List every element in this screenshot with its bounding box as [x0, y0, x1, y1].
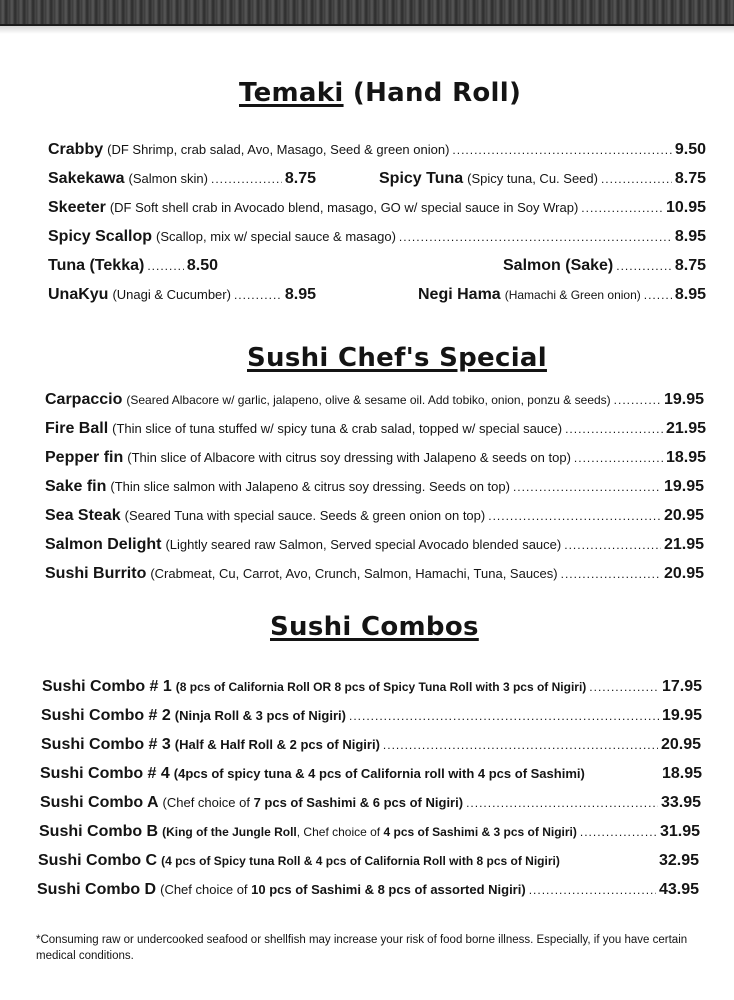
item-description: (8 pcs of California Roll OR 8 pcs of Spicy Tuna Roll with 3 pcs of Nigiri) — [175, 680, 587, 694]
item-description — [158, 826, 577, 840]
item-name: Carpaccio — [45, 391, 123, 408]
item-description: (Thin slice salmon with Jalapeno & citrus soy dressing. Seeds on top) — [110, 479, 510, 494]
item-description: (4 pcs of Spicy tuna Roll & 4 pcs of California Roll with 8 pcs of Nigiri) — [161, 854, 560, 868]
dot-leader — [644, 289, 672, 303]
item-price: 8.50 — [186, 257, 218, 274]
item-price: 8.75 — [674, 170, 706, 187]
item-description: (Seared Tuna with special sauce. Seeds & green onion on top) — [124, 508, 486, 523]
item-price: 17.95 — [661, 678, 702, 695]
menu-item-crabby — [48, 141, 706, 159]
menu-item-spicy-scallop — [48, 228, 706, 246]
menu-item-fire-ball — [45, 420, 706, 438]
dot-leader — [580, 826, 657, 840]
dot-leader — [565, 423, 663, 437]
dot-leader — [581, 202, 663, 216]
item-description: (Crabmeat, Cu, Carrot, Avo, Crunch, Salmon, Hamachi, Tuna, Sauces) — [150, 566, 558, 581]
item-description — [156, 883, 526, 898]
combos-heading — [270, 613, 479, 642]
item-name: Sushi Combo # 3 — [41, 736, 171, 753]
item-price: 8.75 — [284, 170, 316, 187]
menu-item-skeeter — [48, 199, 706, 217]
item-name: Sushi Combo D — [37, 881, 157, 898]
item-name: Sushi Combo B — [39, 823, 159, 840]
menu-item-combo-a — [40, 794, 701, 812]
item-description: (Lightly seared raw Salmon, Served special Avocado blended sauce) — [165, 537, 562, 552]
description-plain: (Chef choice of — [160, 882, 252, 897]
menu-item-tuna-tekka — [48, 257, 218, 275]
item-price: 21.95 — [663, 536, 704, 553]
item-price: 20.95 — [663, 565, 704, 582]
item-description: (Salmon skin) — [128, 171, 208, 186]
item-name: Tuna (Tekka) — [48, 257, 145, 274]
menu-item-unakyu — [48, 286, 316, 304]
description-bold: 10 pcs of Sashimi & 8 pcs of assorted Nigiri) — [251, 882, 526, 897]
item-price: 19.95 — [661, 707, 702, 724]
menu-item-combo-b — [39, 823, 700, 841]
dot-leader — [452, 144, 671, 158]
item-name: Sushi Combo # 4 — [40, 765, 170, 782]
item-description: (Seared Albacore w/ garlic, jalapeno, olive & sesame oil. Add tobiko, onion, ponzu & seeds) — [126, 393, 611, 407]
dot-leader — [616, 260, 672, 274]
menu-item-salmon-delight — [45, 536, 704, 554]
dot-leader — [561, 568, 661, 582]
item-name: Crabby — [48, 141, 104, 158]
dot-leader — [211, 173, 282, 187]
item-price: 21.95 — [665, 420, 706, 437]
description-plain: , Chef choice of — [296, 825, 384, 839]
menu-item-sushi-burrito — [45, 565, 704, 583]
item-price: 18.95 — [665, 449, 706, 466]
item-price: 8.95 — [284, 286, 316, 303]
dot-leader — [234, 289, 282, 303]
menu-item-combo-d — [37, 881, 699, 899]
dot-leader — [399, 231, 672, 245]
menu-item-spicy-tuna — [379, 170, 706, 188]
item-description: (DF Shrimp, crab salad, Avo, Masago, Seed & green onion) — [107, 142, 450, 157]
menu-item-pepper-fin — [45, 449, 706, 467]
item-description: (Half & Half Roll & 2 pcs of Nigiri) — [174, 737, 380, 752]
description-plain: (Chef choice of — [162, 795, 254, 810]
menu-item-combo-1 — [42, 678, 702, 696]
temaki-heading — [239, 79, 521, 108]
chef-special-heading — [247, 344, 547, 373]
dot-leader — [601, 173, 672, 187]
item-description: (Thin slice of Albacore with citrus soy dressing with Jalapeno & seeds on top) — [127, 450, 571, 465]
item-name: Spicy Scallop — [48, 228, 153, 245]
item-name: Salmon (Sake) — [503, 257, 614, 274]
item-description: (4pcs of spicy tuna & 4 pcs of California roll with 4 pcs of Sashimi) — [173, 766, 585, 781]
item-description: (Thin slice of tuna stuffed w/ spicy tuna & crab salad, topped w/ special sauce) — [112, 421, 563, 436]
dot-leader — [147, 260, 184, 274]
dot-leader — [349, 710, 659, 724]
item-name: Salmon Delight — [45, 536, 162, 553]
item-name: Negi Hama — [418, 286, 501, 303]
item-name: Sushi Burrito — [45, 565, 147, 582]
menu-item-combo-4 — [40, 765, 702, 783]
item-name: Fire Ball — [45, 420, 109, 437]
item-description: (Ninja Roll & 3 pcs of Nigiri) — [174, 708, 346, 723]
dot-leader — [488, 510, 661, 524]
menu-item-carpaccio — [45, 391, 704, 409]
item-price: 9.50 — [674, 141, 706, 158]
dot-leader — [564, 539, 661, 553]
item-name: Sushi Combo A — [40, 794, 159, 811]
dot-leader — [513, 481, 661, 495]
description-bold: 4 pcs of Sashimi & 3 pcs of Nigiri) — [383, 825, 577, 839]
item-description: (Spicy tuna, Cu. Seed) — [467, 171, 598, 186]
dot-leader — [529, 884, 656, 898]
health-disclaimer: *Consuming raw or undercooked seafood or shellfish may increase your risk of food borne illness. Especially, if you have certain medical conditions. — [36, 934, 688, 962]
menu-item-sea-steak — [45, 507, 704, 525]
binder-edge — [0, 0, 734, 26]
combos-heading-text: Sushi Combos — [270, 612, 479, 642]
dot-leader — [574, 452, 663, 466]
dot-leader — [383, 739, 658, 753]
item-price: 10.95 — [665, 199, 706, 216]
item-name: Sea Steak — [45, 507, 121, 524]
dot-leader — [589, 681, 659, 695]
menu-item-sake-fin — [45, 478, 704, 496]
item-price: 32.95 — [658, 852, 699, 869]
menu-item-negi-hama — [418, 286, 706, 304]
item-price: 8.95 — [674, 286, 706, 303]
dot-leader — [614, 394, 661, 408]
item-name: Sake fin — [45, 478, 107, 495]
item-name: Sushi Combo C — [38, 852, 158, 869]
item-price: 8.95 — [674, 228, 706, 245]
menu-item-combo-c — [38, 852, 699, 870]
item-price: 20.95 — [660, 736, 701, 753]
menu-item-salmon-sake — [503, 257, 706, 275]
item-name: Sushi Combo # 1 — [42, 678, 172, 695]
item-name: Spicy Tuna — [379, 170, 464, 187]
item-price: 19.95 — [663, 391, 704, 408]
item-name: Skeeter — [48, 199, 106, 216]
item-price: 43.95 — [658, 881, 699, 898]
item-price: 19.95 — [663, 478, 704, 495]
temaki-heading-underlined: Temaki — [239, 78, 344, 108]
binder-shadow — [0, 26, 734, 34]
item-price: 8.75 — [674, 257, 706, 274]
menu-item-sakekawa — [48, 170, 316, 188]
item-price: 33.95 — [660, 794, 701, 811]
item-description: (Unagi & Cucumber) — [112, 287, 231, 302]
item-price: 20.95 — [663, 507, 704, 524]
temaki-heading-rest: (Hand Roll) — [343, 78, 522, 108]
description-bold: (King of the Jungle Roll — [162, 825, 297, 839]
item-name: Sakekawa — [48, 170, 125, 187]
item-price: 31.95 — [659, 823, 700, 840]
item-description — [159, 796, 464, 811]
item-name: Sushi Combo # 2 — [41, 707, 171, 724]
chef-special-heading-text: Sushi Chef's Special — [247, 343, 547, 373]
item-name: Pepper fin — [45, 449, 124, 466]
item-description: (DF Soft shell crab in Avocado blend, masago, GO w/ special sauce in Soy Wrap) — [109, 200, 579, 215]
menu-item-combo-2 — [41, 707, 702, 725]
dot-leader — [466, 797, 658, 811]
item-price: 18.95 — [661, 765, 702, 782]
item-description: (Hamachi & Green onion) — [504, 288, 641, 302]
description-bold: 7 pcs of Sashimi & 6 pcs of Nigiri) — [253, 795, 464, 810]
menu-item-combo-3 — [41, 736, 701, 754]
item-name: UnaKyu — [48, 286, 109, 303]
item-description: (Scallop, mix w/ special sauce & masago) — [156, 229, 396, 244]
